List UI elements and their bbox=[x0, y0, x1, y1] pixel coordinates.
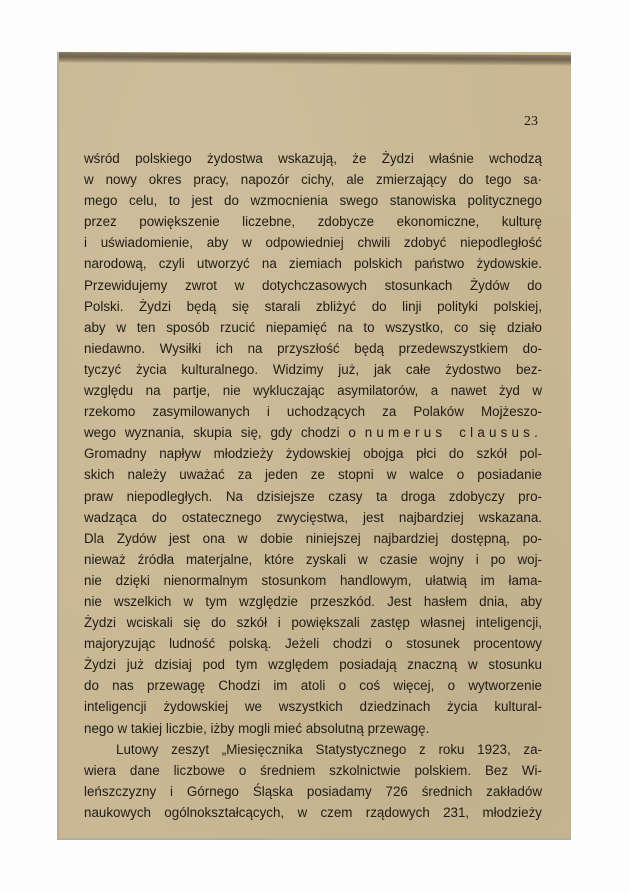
text-line: leńszczyzny i Górnego Śląska posiadamy 726 średnich zakładów bbox=[84, 783, 542, 799]
text-line: w nowy okres pracy, napozór cichy, ale zmierzający do tego sa· bbox=[84, 172, 542, 188]
text-line: aby w ten sposób rzucić niepamięć na to wszystko, co się działo bbox=[84, 319, 542, 335]
text-line: wiera dane liczbowe o średniem szkolnictwie polskiem. Bez Wi- bbox=[84, 762, 542, 778]
text-line: naukowych ogólnokształcących, w czem rządowych 231, młodzieży bbox=[84, 804, 542, 820]
text-line: rzekomo zasymilowanych i uchodzących za Polaków Mojżeszo- bbox=[84, 404, 542, 420]
body-text bbox=[84, 148, 542, 823]
text-line: Gromadny napływ młodzieży żydowskiej obojga płci do szkół pol- bbox=[84, 446, 542, 462]
text-line: Żydzi już dzisiaj pod tym względem posiadają znaczną w stosunku bbox=[84, 657, 542, 673]
text-line: i uświadomienie, aby w odpowiedniej chwili zdobyć niepodległość bbox=[84, 235, 542, 251]
emphasized-term: numerus clausus. bbox=[364, 425, 542, 441]
text-line: względu na partje, nie wykluczając asymilatorów, a nawet żyd w bbox=[84, 383, 542, 399]
text-line-numerus-clausus bbox=[84, 422, 542, 443]
text-line: nieważ źródła materjalne, które zyskali w czasie wojny i po woj- bbox=[84, 551, 542, 567]
text-line: wśród polskiego żydostwa wskazują, że Żydzi właśnie wchodzą bbox=[84, 151, 542, 166]
text-line: majoryzując ludność polską. Jeżeli chodzi o stosunek procentowy bbox=[84, 636, 542, 652]
text-line: Polski. Żydzi będą się starali zbliżyć do linji polityki polskiej, bbox=[84, 298, 542, 314]
text-line: mego celu, to jest do wzmocnienia swego stanowiska politycznego bbox=[84, 193, 542, 209]
text-line: nie dzięki nienormalnym stosunkom handlowym, ułatwią im łama- bbox=[84, 572, 542, 588]
text-segment: wego wyznania, skupia się, gdy chodzi o bbox=[84, 425, 365, 441]
text-line: Dla Zydów jest ona w dobie niniejszej najbardziej dostępną, po- bbox=[84, 530, 542, 546]
paragraph-start-line: Lutowy zeszyt „Miesięcznika Statystycznego z roku 1923, za- bbox=[116, 741, 542, 757]
text-line: tyczyć życia kulturalnego. Widzimy już, jak całe żydostwo bez- bbox=[84, 361, 542, 377]
text-line: Żydzi wciskali się do szkół i powiększali zastęp własnej inteligencji, bbox=[84, 615, 542, 631]
text-line: nego w takiej liczbie, iżby mogli mieć absolutną przewagę. bbox=[84, 720, 430, 736]
text-line: do nas przewagę Chodzi im atoli o coś więcej, o wytworzenie bbox=[84, 678, 542, 694]
text-line: inteligencji żydowskiej we wszystkich dziedzinach życia kultural- bbox=[84, 699, 542, 715]
text-line: praw niepodległych. Na dzisiejsze czasy ta droga zdobyczy pro- bbox=[84, 488, 542, 504]
text-line: narodową, czyli utworzyć na ziemiach polskich państwo żydowskie. bbox=[84, 256, 542, 272]
text-line: Przewidujemy zwrot w dotychczasowych stosunkach Żydów do bbox=[84, 277, 542, 293]
scanned-page bbox=[57, 52, 571, 840]
page-number: 23 bbox=[524, 114, 538, 129]
text-line: przez powiększenie liczebne, zdobycze ekonomiczne, kulturę bbox=[84, 214, 542, 230]
text-line: wadząca do ostatecznego zwycięstwa, jest najbardziej wskazana. bbox=[84, 509, 542, 525]
text-line: niedawno. Wysiłki ich na przyszłość będą przedewszystkiem do- bbox=[84, 340, 542, 356]
text-line: skich należy uważać za jeden ze stopni w walce o posiadanie bbox=[84, 467, 542, 483]
page-top-edge-shadow bbox=[59, 52, 571, 66]
text-line: nie wszelkich w tym względzie przeszkód. Jest hasłem dnia, aby bbox=[84, 593, 542, 609]
